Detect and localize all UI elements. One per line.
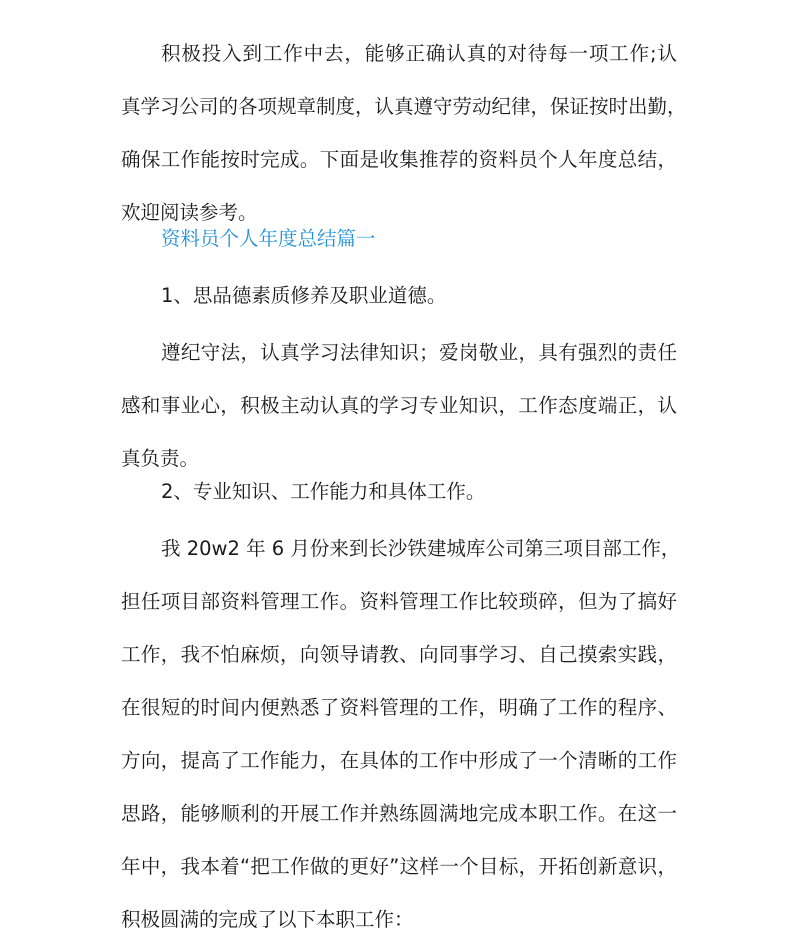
item2-line-4: 在很短的时间内便熟悉了资料管理的工作，明确了工作的程序、 xyxy=(121,696,677,719)
item2-line-3: 工作，我不怕麻烦，向领导请教、向同事学习、自己摸索实践， xyxy=(121,643,677,666)
intro-line-4: 欢迎阅读参考。 xyxy=(121,201,258,224)
item2-heading: 2、专业知识、工作能力和具体工作。 xyxy=(161,480,486,503)
item2-line-6: 思路，能够顺利的开展工作并熟练圆满地完成本职工作。在这一 xyxy=(121,802,677,825)
item1-heading: 1、思品德素质修养及职业道德。 xyxy=(161,284,447,307)
intro-paragraph xyxy=(121,27,687,239)
item2-line-7: 年中，我本着“把工作做的更好”这样一个目标，开拓创新意识， xyxy=(121,855,677,878)
item2-line-8: 积极圆满的完成了以下本职工作： xyxy=(121,908,414,931)
intro-line-2: 真学习公司的各项规章制度，认真遵守劳动纪律，保证按时出勤， xyxy=(121,95,687,118)
item2-line-2: 担任项目部资料管理工作。资料管理工作比较琐碎，但为了搞好 xyxy=(121,590,677,613)
intro-line-1: 积极投入到工作中去，能够正确认真的对待每一项工作;认 xyxy=(161,42,677,65)
section-title: 资料员个人年度总结篇一 xyxy=(161,227,376,250)
item2-line-5: 方向，提高了工作能力，在具体的工作中形成了一个清晰的工作 xyxy=(121,749,677,772)
item1-line-2: 感和事业心，积极主动认真的学习专业知识，工作态度端正，认 xyxy=(121,394,677,417)
item1-line-3: 真负责。 xyxy=(121,447,200,470)
intro-line-3: 确保工作能按时完成。下面是收集推荐的资料员个人年度总结， xyxy=(121,148,677,171)
item1-paragraph xyxy=(121,326,677,485)
item1-line-1: 遵纪守法，认真学习法律知识；爱岗敬业，具有强烈的责任 xyxy=(161,341,677,364)
item2-paragraph xyxy=(121,522,681,946)
item2-line-1: 我 20w2 年 6 月份来到长沙铁建城库公司第三项目部工作， xyxy=(161,537,681,560)
